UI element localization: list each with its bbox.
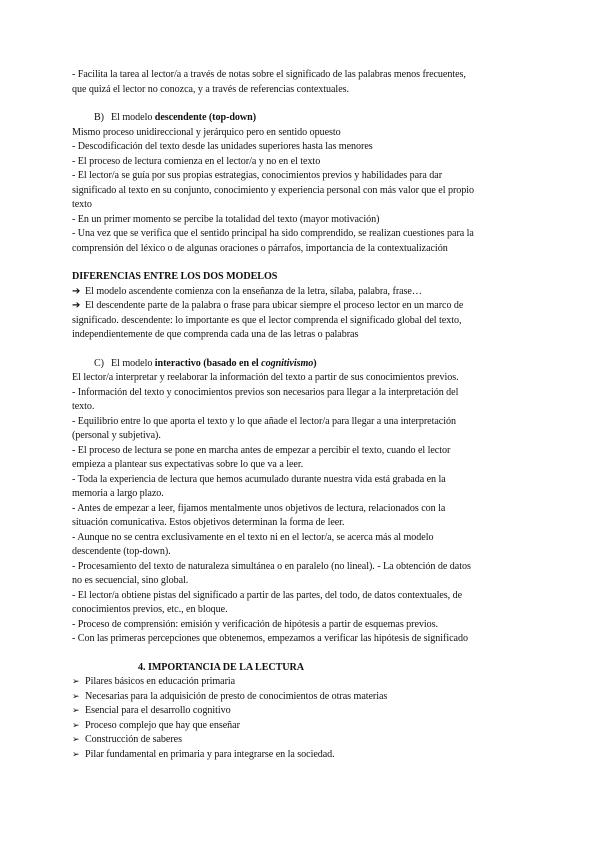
section-b-line: texto: [72, 199, 92, 210]
section-c-line: - Toda la experiencia de lectura que hemos acumulado durante nuestra vida está grabada en la: [72, 473, 446, 485]
importance-item: [72, 748, 530, 763]
section-c-line: - Procesamiento del texto de naturaleza simultánea o en paralelo (no lineal). - La obtención de datos: [72, 560, 471, 572]
section-c-line: - Proceso de comprensión: emisión y verificación de hipótesis a partir de esquemas previos.: [72, 618, 439, 630]
triangle-bullet-icon: ➢: [72, 706, 80, 716]
differences-item-2: [72, 299, 530, 314]
section-c-line: descendente (top-down).: [72, 546, 171, 557]
section-c-line: conocimientos previos, etc., en bloque.: [72, 604, 228, 615]
section-b-line: - En un primer momento se percibe la totalidad del texto (mayor motivación): [72, 213, 380, 225]
differences-title: DIFERENCIAS ENTRE LOS DOS MODELOS: [72, 271, 278, 282]
differences-item-1: [72, 285, 530, 300]
importance-item-text: Proceso complejo que hay que enseñar: [85, 719, 240, 731]
section-b-line: - Descodificación del texto desde las unidades superiores hasta las menores: [72, 141, 373, 152]
differences-item-1-text: El modelo ascendente comienza con la enseñanza de la letra, sílaba, palabra, frase…: [85, 285, 422, 297]
intro-line-2: que quizá el lector no conozca, y a través de referencias contextuales.: [72, 83, 349, 95]
section-b-letter: B): [94, 112, 104, 123]
section-b-line: - El proceso de lectura comienza en el lector/a y no en el texto: [72, 155, 321, 167]
section-c-line: El lector/a interpretar y reelaborar la información del texto a partir de sus conocimientos previos.: [72, 372, 459, 383]
differences-item-2-text: El descendente parte de la palabra o frase para ubicar siempre el proceso lector en un marco de: [85, 300, 464, 311]
importance-item-text: Necesarias para la adquisición de presto de conocimientos de otras materias: [85, 690, 388, 702]
section-b-line: Mismo proceso unidireccional y jerárquico pero en sentido opuesto: [72, 126, 341, 138]
triangle-bullet-icon: ➢: [72, 749, 80, 760]
intro-line-1: - Facilita la tarea al lector/a a través de notas sobre el significado de las palabras menos frecuentes,: [72, 69, 466, 80]
section-c-line: situación comunicativa. Estos objetivos determinan la forma de leer.: [72, 517, 345, 528]
triangle-bullet-icon: ➢: [72, 735, 80, 745]
section-b-prefix: El modelo: [111, 112, 155, 123]
section-c-line: - El lector/a obtiene pistas del significado a partir de las partes, del todo, de datos contextuales, de: [72, 589, 463, 601]
section-b-title: descendente (top-down): [154, 112, 257, 123]
section-c-line: no es secuencial, sino global.: [72, 575, 189, 586]
section-c-letter: C): [94, 357, 104, 369]
section-c-title: interactivo (basado en el: [154, 357, 262, 369]
section-b-line: comprensión del léxico o de algunas oraciones o párrafos, importancia de la contextualización: [72, 242, 448, 254]
importance-item: [72, 733, 530, 748]
section-c-line: - El proceso de lectura se pone en marcha antes de empezar a percibir el texto, cuando el lector: [72, 444, 451, 456]
section-c-heading: [94, 357, 530, 372]
importance-item-text: Construcción de saberes: [85, 734, 182, 745]
differences-item-2-cont: significado. descendente: lo importante es que el lector comprenda el significado global del texto,: [72, 314, 462, 326]
section-b-line: significado al texto en su conjunto, conocimiento y experiencia personal con más valor que el propio: [72, 184, 474, 196]
arrow-icon: ➔: [72, 300, 81, 311]
section-c-line: - Información del texto y conocimientos previos son necesarios para llegar a la interpretación del: [72, 386, 459, 398]
importance-item-text: Pilares básicos en educación primaria: [85, 676, 236, 687]
section-c-line: memoria a largo plazo.: [72, 488, 164, 499]
section-c-line: - Antes de empezar a leer, fijamos mentalmente unos objetivos de lectura, relacionados con la: [72, 502, 446, 514]
section-c-line: texto.: [72, 401, 95, 412]
section-b-heading: [94, 111, 530, 126]
triangle-bullet-icon: ➢: [72, 691, 80, 702]
section-c-line: (personal y subjetiva).: [72, 430, 161, 441]
section-c-line: - Equilibrio entre lo que aporta el texto y lo que añade el lector/a para llegar a una interpretación: [72, 415, 456, 427]
document-page: [72, 68, 530, 762]
importance-item: [72, 704, 530, 719]
importance-item: [72, 690, 530, 705]
section-c-title-close: ): [313, 357, 317, 369]
importance-item-text: Esencial para el desarrollo cognitivo: [85, 705, 231, 716]
differences-item-2-cont: independientemente de que comprenda cada una de las letras o palabras: [72, 329, 359, 340]
arrow-icon: ➔: [72, 285, 81, 297]
triangle-bullet-icon: ➢: [72, 677, 80, 687]
triangle-bullet-icon: ➢: [72, 720, 80, 731]
section-c-line: - Aunque no se centra exclusivamente en el texto ni en el lector/a, se acerca más al modelo: [72, 531, 434, 543]
section-c-title-italic: cognitivismo: [261, 357, 314, 369]
section-c-line: empieza a plantear sus expectativas sobre lo que va a leer.: [72, 459, 304, 470]
section-b-line: - El lector/a se guía por sus propias estrategias, conocimientos previos y habilidades para dar: [72, 170, 443, 181]
importance-item: [72, 719, 530, 734]
importance-item-text: Pilar fundamental en primaria y para integrarse en la sociedad.: [85, 748, 335, 760]
section-b-line: - Una vez que se verifica que el sentido principal ha sido comprendido, se realizan cuestiones para la: [72, 228, 474, 239]
importance-item: [72, 675, 530, 690]
section-4-title: 4. IMPORTANCIA DE LA LECTURA: [138, 661, 305, 673]
section-c-prefix: El modelo: [111, 357, 155, 369]
section-c-line: - Con las primeras percepciones que obtenemos, empezamos a verificar las hipótesis de significado: [72, 633, 468, 644]
